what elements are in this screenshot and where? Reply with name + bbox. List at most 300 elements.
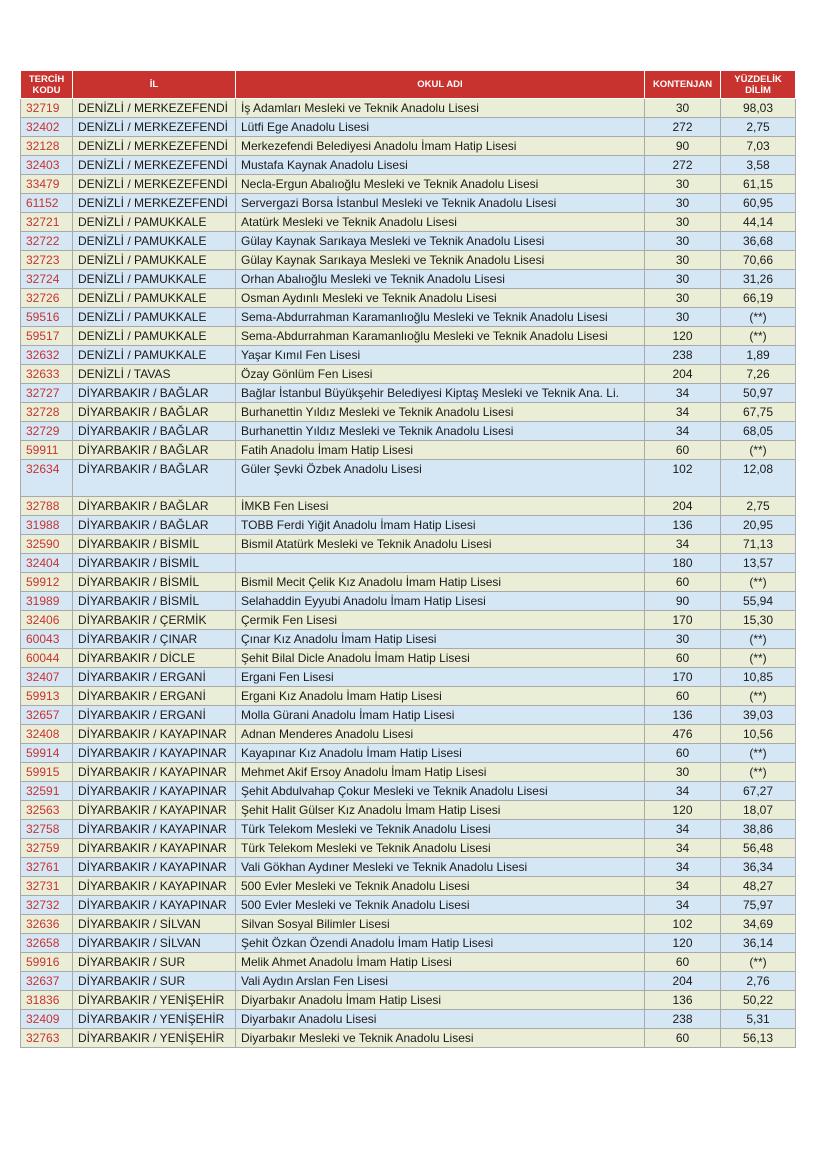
cell-kontenjan: 30 — [645, 270, 721, 289]
cell-tercih-kodu: 59516 — [21, 308, 73, 327]
cell-kontenjan: 30 — [645, 99, 721, 118]
cell-okul-adi: Servergazi Borsa İstanbul Mesleki ve Teknik Anadolu Lisesi — [236, 194, 645, 213]
table-row — [21, 573, 796, 592]
cell-kontenjan: 60 — [645, 744, 721, 763]
cell-yuzdelik-dilim: 34,69 — [721, 915, 796, 934]
cell-yuzdelik-dilim: 1,89 — [721, 346, 796, 365]
table-row — [21, 460, 796, 497]
cell-kontenjan: 34 — [645, 384, 721, 403]
cell-kontenjan: 272 — [645, 118, 721, 137]
table-header — [21, 71, 796, 99]
cell-yuzdelik-dilim: 50,97 — [721, 384, 796, 403]
cell-tercih-kodu: 32632 — [21, 346, 73, 365]
cell-kontenjan: 136 — [645, 706, 721, 725]
cell-okul-adi: Türk Telekom Mesleki ve Teknik Anadolu Lisesi — [236, 820, 645, 839]
cell-okul-adi: Melik Ahmet Anadolu İmam Hatip Lisesi — [236, 953, 645, 972]
cell-il: DENİZLİ / MERKEZEFENDİ — [73, 194, 236, 213]
cell-yuzdelik-dilim: 15,30 — [721, 611, 796, 630]
cell-il: DENİZLİ / PAMUKKALE — [73, 270, 236, 289]
cell-yuzdelik-dilim: 7,03 — [721, 137, 796, 156]
cell-kontenjan: 180 — [645, 554, 721, 573]
cell-il: DİYARBAKIR / KAYAPINAR — [73, 877, 236, 896]
cell-il: DİYARBAKIR / ERGANİ — [73, 706, 236, 725]
cell-yuzdelik-dilim: (**) — [721, 687, 796, 706]
cell-okul-adi: Adnan Menderes Anadolu Lisesi — [236, 725, 645, 744]
cell-yuzdelik-dilim: 10,85 — [721, 668, 796, 687]
cell-il: DİYARBAKIR / YENİŞEHİR — [73, 991, 236, 1010]
cell-yuzdelik-dilim: 2,76 — [721, 972, 796, 991]
cell-il: DİYARBAKIR / BAĞLAR — [73, 516, 236, 535]
cell-okul-adi: İş Adamları Mesleki ve Teknik Anadolu Lisesi — [236, 99, 645, 118]
table-row — [21, 706, 796, 725]
cell-kontenjan: 136 — [645, 516, 721, 535]
cell-kontenjan: 120 — [645, 934, 721, 953]
cell-tercih-kodu: 32633 — [21, 365, 73, 384]
cell-il: DİYARBAKIR / KAYAPINAR — [73, 820, 236, 839]
cell-tercih-kodu: 31836 — [21, 991, 73, 1010]
cell-tercih-kodu: 32758 — [21, 820, 73, 839]
cell-yuzdelik-dilim: 3,58 — [721, 156, 796, 175]
cell-il: DİYARBAKIR / SİLVAN — [73, 934, 236, 953]
cell-kontenjan: 90 — [645, 137, 721, 156]
cell-okul-adi: Özay Gönlüm Fen Lisesi — [236, 365, 645, 384]
cell-il: DİYARBAKIR / BİSMİL — [73, 592, 236, 611]
table-row — [21, 725, 796, 744]
cell-il: DİYARBAKIR / ERGANİ — [73, 687, 236, 706]
header-il: İL — [73, 71, 236, 99]
table-row — [21, 384, 796, 403]
cell-il: DİYARBAKIR / ERGANİ — [73, 668, 236, 687]
cell-yuzdelik-dilim: 5,31 — [721, 1010, 796, 1029]
cell-yuzdelik-dilim: 18,07 — [721, 801, 796, 820]
cell-tercih-kodu: 59913 — [21, 687, 73, 706]
table-row — [21, 497, 796, 516]
cell-okul-adi: Necla-Ergun Abalıoğlu Mesleki ve Teknik Anadolu Lisesi — [236, 175, 645, 194]
table-row — [21, 308, 796, 327]
table-row — [21, 896, 796, 915]
cell-kontenjan: 102 — [645, 915, 721, 934]
table-row — [21, 611, 796, 630]
header-okul-adi: OKUL ADI — [236, 71, 645, 99]
header-row — [21, 71, 796, 99]
cell-tercih-kodu: 59517 — [21, 327, 73, 346]
cell-kontenjan: 34 — [645, 858, 721, 877]
cell-il: DİYARBAKIR / DİCLE — [73, 649, 236, 668]
cell-okul-adi: Bağlar İstanbul Büyükşehir Belediyesi Kiptaş Mesleki ve Teknik Ana. Li. — [236, 384, 645, 403]
cell-okul-adi: Bismil Atatürk Mesleki ve Teknik Anadolu Lisesi — [236, 535, 645, 554]
header-kontenjan: KONTENJAN — [645, 71, 721, 99]
cell-tercih-kodu: 32761 — [21, 858, 73, 877]
table-row — [21, 668, 796, 687]
cell-yuzdelik-dilim: (**) — [721, 649, 796, 668]
table-row — [21, 1010, 796, 1029]
table-row — [21, 232, 796, 251]
cell-okul-adi: Çermik Fen Lisesi — [236, 611, 645, 630]
cell-tercih-kodu: 61152 — [21, 194, 73, 213]
cell-il: DİYARBAKIR / YENİŞEHİR — [73, 1010, 236, 1029]
cell-yuzdelik-dilim: 31,26 — [721, 270, 796, 289]
cell-tercih-kodu: 32591 — [21, 782, 73, 801]
table-row — [21, 801, 796, 820]
table-row — [21, 953, 796, 972]
cell-tercih-kodu: 32721 — [21, 213, 73, 232]
cell-kontenjan: 30 — [645, 232, 721, 251]
cell-il: DİYARBAKIR / SUR — [73, 953, 236, 972]
table-row — [21, 782, 796, 801]
cell-kontenjan: 60 — [645, 687, 721, 706]
cell-il: DİYARBAKIR / BAĞLAR — [73, 460, 236, 497]
cell-kontenjan: 60 — [645, 1029, 721, 1048]
table-row — [21, 175, 796, 194]
cell-okul-adi: Şehit Halit Gülser Kız Anadolu İmam Hatip Lisesi — [236, 801, 645, 820]
cell-yuzdelik-dilim: 56,48 — [721, 839, 796, 858]
table-row — [21, 820, 796, 839]
cell-yuzdelik-dilim: 2,75 — [721, 497, 796, 516]
cell-yuzdelik-dilim: (**) — [721, 630, 796, 649]
cell-il: DİYARBAKIR / KAYAPINAR — [73, 744, 236, 763]
cell-kontenjan: 120 — [645, 327, 721, 346]
cell-il: DİYARBAKIR / YENİŞEHİR — [73, 1029, 236, 1048]
cell-il: DİYARBAKIR / SUR — [73, 972, 236, 991]
cell-tercih-kodu: 32726 — [21, 289, 73, 308]
cell-il: DİYARBAKIR / KAYAPINAR — [73, 896, 236, 915]
cell-il: DENİZLİ / PAMUKKALE — [73, 289, 236, 308]
table-row — [21, 118, 796, 137]
cell-il: DİYARBAKIR / KAYAPINAR — [73, 801, 236, 820]
cell-yuzdelik-dilim: 36,68 — [721, 232, 796, 251]
cell-okul-adi: Güler Şevki Özbek Anadolu Lisesi — [236, 460, 645, 497]
cell-okul-adi: Osman Aydınlı Mesleki ve Teknik Anadolu Lisesi — [236, 289, 645, 308]
cell-tercih-kodu: 60044 — [21, 649, 73, 668]
cell-tercih-kodu: 32728 — [21, 403, 73, 422]
cell-okul-adi: Mehmet Akif Ersoy Anadolu İmam Hatip Lisesi — [236, 763, 645, 782]
cell-tercih-kodu: 32657 — [21, 706, 73, 725]
cell-tercih-kodu: 32402 — [21, 118, 73, 137]
cell-il: DİYARBAKIR / BAĞLAR — [73, 422, 236, 441]
cell-kontenjan: 170 — [645, 668, 721, 687]
cell-il: DENİZLİ / TAVAS — [73, 365, 236, 384]
table-row — [21, 194, 796, 213]
cell-okul-adi: Sema-Abdurrahman Karamanlıoğlu Mesleki ve Teknik Anadolu Lisesi — [236, 308, 645, 327]
table-row — [21, 972, 796, 991]
cell-yuzdelik-dilim: (**) — [721, 744, 796, 763]
cell-kontenjan: 60 — [645, 573, 721, 592]
cell-okul-adi: İMKB Fen Lisesi — [236, 497, 645, 516]
cell-tercih-kodu: 31989 — [21, 592, 73, 611]
cell-yuzdelik-dilim: 36,14 — [721, 934, 796, 953]
cell-okul-adi: 500 Evler Mesleki ve Teknik Anadolu Lisesi — [236, 896, 645, 915]
cell-il: DENİZLİ / PAMUKKALE — [73, 346, 236, 365]
cell-kontenjan: 204 — [645, 497, 721, 516]
cell-tercih-kodu: 32128 — [21, 137, 73, 156]
cell-tercih-kodu: 32407 — [21, 668, 73, 687]
cell-yuzdelik-dilim: (**) — [721, 327, 796, 346]
cell-yuzdelik-dilim: 7,26 — [721, 365, 796, 384]
cell-yuzdelik-dilim: 36,34 — [721, 858, 796, 877]
cell-kontenjan: 90 — [645, 592, 721, 611]
cell-tercih-kodu: 32731 — [21, 877, 73, 896]
cell-yuzdelik-dilim: 56,13 — [721, 1029, 796, 1048]
cell-kontenjan: 120 — [645, 801, 721, 820]
table-row — [21, 156, 796, 175]
table-row — [21, 649, 796, 668]
cell-il: DİYARBAKIR / KAYAPINAR — [73, 763, 236, 782]
cell-tercih-kodu: 32788 — [21, 497, 73, 516]
table-row — [21, 763, 796, 782]
table-row — [21, 554, 796, 573]
table-row — [21, 441, 796, 460]
table-row — [21, 516, 796, 535]
cell-kontenjan: 476 — [645, 725, 721, 744]
cell-il: DENİZLİ / MERKEZEFENDİ — [73, 156, 236, 175]
cell-yuzdelik-dilim: (**) — [721, 763, 796, 782]
cell-okul-adi: Kayapınar Kız Anadolu İmam Hatip Lisesi — [236, 744, 645, 763]
table-row — [21, 744, 796, 763]
cell-tercih-kodu: 59915 — [21, 763, 73, 782]
cell-yuzdelik-dilim: 48,27 — [721, 877, 796, 896]
cell-kontenjan: 60 — [645, 441, 721, 460]
cell-kontenjan: 60 — [645, 953, 721, 972]
school-table — [20, 70, 796, 1048]
cell-il: DİYARBAKIR / ÇERMİK — [73, 611, 236, 630]
cell-okul-adi: Gülay Kaynak Sarıkaya Mesleki ve Teknik Anadolu Lisesi — [236, 232, 645, 251]
cell-okul-adi: Fatih Anadolu İmam Hatip Lisesi — [236, 441, 645, 460]
cell-il: DENİZLİ / PAMUKKALE — [73, 251, 236, 270]
cell-yuzdelik-dilim: 20,95 — [721, 516, 796, 535]
cell-yuzdelik-dilim: 66,19 — [721, 289, 796, 308]
cell-tercih-kodu: 60043 — [21, 630, 73, 649]
cell-okul-adi: Şehit Özkan Özendi Anadolu İmam Hatip Lisesi — [236, 934, 645, 953]
cell-tercih-kodu: 31988 — [21, 516, 73, 535]
cell-kontenjan: 30 — [645, 289, 721, 308]
cell-okul-adi: Diyarbakır Anadolu İmam Hatip Lisesi — [236, 991, 645, 1010]
cell-okul-adi: Burhanettin Yıldız Mesleki ve Teknik Anadolu Lisesi — [236, 403, 645, 422]
table-row — [21, 687, 796, 706]
cell-okul-adi: Şehit Bilal Dicle Anadolu İmam Hatip Lisesi — [236, 649, 645, 668]
cell-yuzdelik-dilim: 44,14 — [721, 213, 796, 232]
table-row — [21, 877, 796, 896]
cell-il: DİYARBAKIR / KAYAPINAR — [73, 839, 236, 858]
cell-il: DENİZLİ / PAMUKKALE — [73, 213, 236, 232]
cell-yuzdelik-dilim: 12,08 — [721, 460, 796, 497]
cell-okul-adi: Selahaddin Eyyubi Anadolu İmam Hatip Lisesi — [236, 592, 645, 611]
cell-yuzdelik-dilim: 61,15 — [721, 175, 796, 194]
table-row — [21, 991, 796, 1010]
cell-okul-adi: Çınar Kız Anadolu İmam Hatip Lisesi — [236, 630, 645, 649]
table-row — [21, 365, 796, 384]
cell-tercih-kodu: 32724 — [21, 270, 73, 289]
cell-kontenjan: 34 — [645, 896, 721, 915]
cell-il: DİYARBAKIR / KAYAPINAR — [73, 725, 236, 744]
cell-tercih-kodu: 32590 — [21, 535, 73, 554]
cell-tercih-kodu: 32408 — [21, 725, 73, 744]
cell-kontenjan: 34 — [645, 839, 721, 858]
cell-okul-adi: Vali Aydın Arslan Fen Lisesi — [236, 972, 645, 991]
header-yuzdelik-dilim: YÜZDELİK DİLİM — [721, 71, 796, 99]
cell-il: DİYARBAKIR / BAĞLAR — [73, 441, 236, 460]
cell-il: DİYARBAKIR / BİSMİL — [73, 573, 236, 592]
table-row — [21, 346, 796, 365]
cell-kontenjan: 30 — [645, 194, 721, 213]
cell-okul-adi: Şehit Abdulvahap Çokur Mesleki ve Teknik Anadolu Lisesi — [236, 782, 645, 801]
cell-okul-adi — [236, 554, 645, 573]
cell-okul-adi: 500 Evler Mesleki ve Teknik Anadolu Lisesi — [236, 877, 645, 896]
cell-yuzdelik-dilim: (**) — [721, 953, 796, 972]
table-row — [21, 1029, 796, 1048]
cell-tercih-kodu: 32404 — [21, 554, 73, 573]
cell-okul-adi: Yaşar Kımıl Fen Lisesi — [236, 346, 645, 365]
cell-kontenjan: 30 — [645, 213, 721, 232]
cell-okul-adi: Türk Telekom Mesleki ve Teknik Anadolu Lisesi — [236, 839, 645, 858]
cell-il: DİYARBAKIR / BİSMİL — [73, 554, 236, 573]
cell-tercih-kodu: 32409 — [21, 1010, 73, 1029]
cell-tercih-kodu: 32719 — [21, 99, 73, 118]
cell-okul-adi: Gülay Kaynak Sarıkaya Mesleki ve Teknik Anadolu Lisesi — [236, 251, 645, 270]
header-tercih-kodu: TERCİH KODU — [21, 71, 73, 99]
cell-okul-adi: Ergani Fen Lisesi — [236, 668, 645, 687]
cell-okul-adi: Sema-Abdurrahman Karamanlıoğlu Mesleki ve Teknik Anadolu Lisesi — [236, 327, 645, 346]
cell-okul-adi: Mustafa Kaynak Anadolu Lisesi — [236, 156, 645, 175]
cell-okul-adi: Vali Gökhan Aydıner Mesleki ve Teknik Anadolu Lisesi — [236, 858, 645, 877]
table-row — [21, 592, 796, 611]
cell-tercih-kodu: 32658 — [21, 934, 73, 953]
cell-kontenjan: 102 — [645, 460, 721, 497]
cell-kontenjan: 204 — [645, 972, 721, 991]
cell-kontenjan: 238 — [645, 346, 721, 365]
table-row — [21, 630, 796, 649]
cell-okul-adi: Orhan Abalıoğlu Mesleki ve Teknik Anadolu Lisesi — [236, 270, 645, 289]
cell-kontenjan: 204 — [645, 365, 721, 384]
table-row — [21, 422, 796, 441]
cell-kontenjan: 30 — [645, 630, 721, 649]
cell-yuzdelik-dilim: 68,05 — [721, 422, 796, 441]
cell-tercih-kodu: 32763 — [21, 1029, 73, 1048]
cell-il: DENİZLİ / PAMUKKALE — [73, 232, 236, 251]
cell-okul-adi: Bismil Mecit Çelik Kız Anadolu İmam Hatip Lisesi — [236, 573, 645, 592]
cell-yuzdelik-dilim: 39,03 — [721, 706, 796, 725]
cell-il: DİYARBAKIR / BİSMİL — [73, 535, 236, 554]
cell-tercih-kodu: 32636 — [21, 915, 73, 934]
cell-yuzdelik-dilim: 70,66 — [721, 251, 796, 270]
table-row — [21, 934, 796, 953]
table-row — [21, 251, 796, 270]
table-row — [21, 403, 796, 422]
cell-tercih-kodu: 32722 — [21, 232, 73, 251]
cell-tercih-kodu: 32563 — [21, 801, 73, 820]
cell-tercih-kodu: 32732 — [21, 896, 73, 915]
cell-il: DENİZLİ / PAMUKKALE — [73, 327, 236, 346]
cell-il: DENİZLİ / MERKEZEFENDİ — [73, 118, 236, 137]
table-row — [21, 137, 796, 156]
table-row — [21, 99, 796, 118]
cell-okul-adi: TOBB Ferdi Yiğit Anadolu İmam Hatip Lisesi — [236, 516, 645, 535]
cell-kontenjan: 34 — [645, 535, 721, 554]
cell-tercih-kodu: 33479 — [21, 175, 73, 194]
cell-kontenjan: 34 — [645, 877, 721, 896]
cell-tercih-kodu: 32727 — [21, 384, 73, 403]
cell-yuzdelik-dilim: 67,75 — [721, 403, 796, 422]
cell-okul-adi: Atatürk Mesleki ve Teknik Anadolu Lisesi — [236, 213, 645, 232]
cell-yuzdelik-dilim: 10,56 — [721, 725, 796, 744]
cell-kontenjan: 170 — [645, 611, 721, 630]
cell-kontenjan: 136 — [645, 991, 721, 1010]
cell-yuzdelik-dilim: 67,27 — [721, 782, 796, 801]
table-body — [21, 99, 796, 1048]
cell-yuzdelik-dilim: 38,86 — [721, 820, 796, 839]
cell-il: DENİZLİ / MERKEZEFENDİ — [73, 175, 236, 194]
cell-yuzdelik-dilim: (**) — [721, 308, 796, 327]
cell-il: DİYARBAKIR / SİLVAN — [73, 915, 236, 934]
cell-tercih-kodu: 59916 — [21, 953, 73, 972]
cell-yuzdelik-dilim: 55,94 — [721, 592, 796, 611]
cell-yuzdelik-dilim: 75,97 — [721, 896, 796, 915]
cell-okul-adi: Ergani Kız Anadolu İmam Hatip Lisesi — [236, 687, 645, 706]
cell-yuzdelik-dilim: 50,22 — [721, 991, 796, 1010]
cell-il: DENİZLİ / MERKEZEFENDİ — [73, 137, 236, 156]
cell-okul-adi: Burhanettin Yıldız Mesleki ve Teknik Anadolu Lisesi — [236, 422, 645, 441]
cell-kontenjan: 30 — [645, 175, 721, 194]
cell-kontenjan: 30 — [645, 308, 721, 327]
cell-tercih-kodu: 32637 — [21, 972, 73, 991]
table-row — [21, 270, 796, 289]
cell-il: DİYARBAKIR / KAYAPINAR — [73, 782, 236, 801]
cell-yuzdelik-dilim: 13,57 — [721, 554, 796, 573]
cell-il: DİYARBAKIR / BAĞLAR — [73, 403, 236, 422]
cell-kontenjan: 34 — [645, 422, 721, 441]
cell-kontenjan: 34 — [645, 782, 721, 801]
cell-tercih-kodu: 32403 — [21, 156, 73, 175]
cell-tercih-kodu: 32634 — [21, 460, 73, 497]
cell-tercih-kodu: 32406 — [21, 611, 73, 630]
cell-kontenjan: 34 — [645, 820, 721, 839]
cell-il: DİYARBAKIR / BAĞLAR — [73, 384, 236, 403]
cell-kontenjan: 272 — [645, 156, 721, 175]
cell-tercih-kodu: 59911 — [21, 441, 73, 460]
table-row — [21, 535, 796, 554]
table-row — [21, 213, 796, 232]
cell-okul-adi: Diyarbakır Anadolu Lisesi — [236, 1010, 645, 1029]
cell-il: DİYARBAKIR / ÇINAR — [73, 630, 236, 649]
cell-yuzdelik-dilim: (**) — [721, 441, 796, 460]
cell-okul-adi: Merkezefendi Belediyesi Anadolu İmam Hatip Lisesi — [236, 137, 645, 156]
cell-okul-adi: Molla Gürani Anadolu İmam Hatip Lisesi — [236, 706, 645, 725]
cell-tercih-kodu: 32729 — [21, 422, 73, 441]
cell-kontenjan: 34 — [645, 403, 721, 422]
table-row — [21, 327, 796, 346]
table-row — [21, 839, 796, 858]
cell-yuzdelik-dilim: (**) — [721, 573, 796, 592]
cell-yuzdelik-dilim: 98,03 — [721, 99, 796, 118]
cell-kontenjan: 30 — [645, 763, 721, 782]
cell-il: DENİZLİ / MERKEZEFENDİ — [73, 99, 236, 118]
table-row — [21, 289, 796, 308]
cell-tercih-kodu: 59914 — [21, 744, 73, 763]
cell-il: DİYARBAKIR / KAYAPINAR — [73, 858, 236, 877]
table-row — [21, 858, 796, 877]
cell-okul-adi: Lütfi Ege Anadolu Lisesi — [236, 118, 645, 137]
cell-okul-adi: Silvan Sosyal Bilimler Lisesi — [236, 915, 645, 934]
cell-kontenjan: 60 — [645, 649, 721, 668]
table-row — [21, 915, 796, 934]
cell-yuzdelik-dilim: 60,95 — [721, 194, 796, 213]
cell-yuzdelik-dilim: 71,13 — [721, 535, 796, 554]
cell-kontenjan: 238 — [645, 1010, 721, 1029]
cell-kontenjan: 30 — [645, 251, 721, 270]
cell-tercih-kodu: 59912 — [21, 573, 73, 592]
cell-okul-adi: Diyarbakır Mesleki ve Teknik Anadolu Lisesi — [236, 1029, 645, 1048]
cell-tercih-kodu: 32759 — [21, 839, 73, 858]
cell-il: DİYARBAKIR / BAĞLAR — [73, 497, 236, 516]
